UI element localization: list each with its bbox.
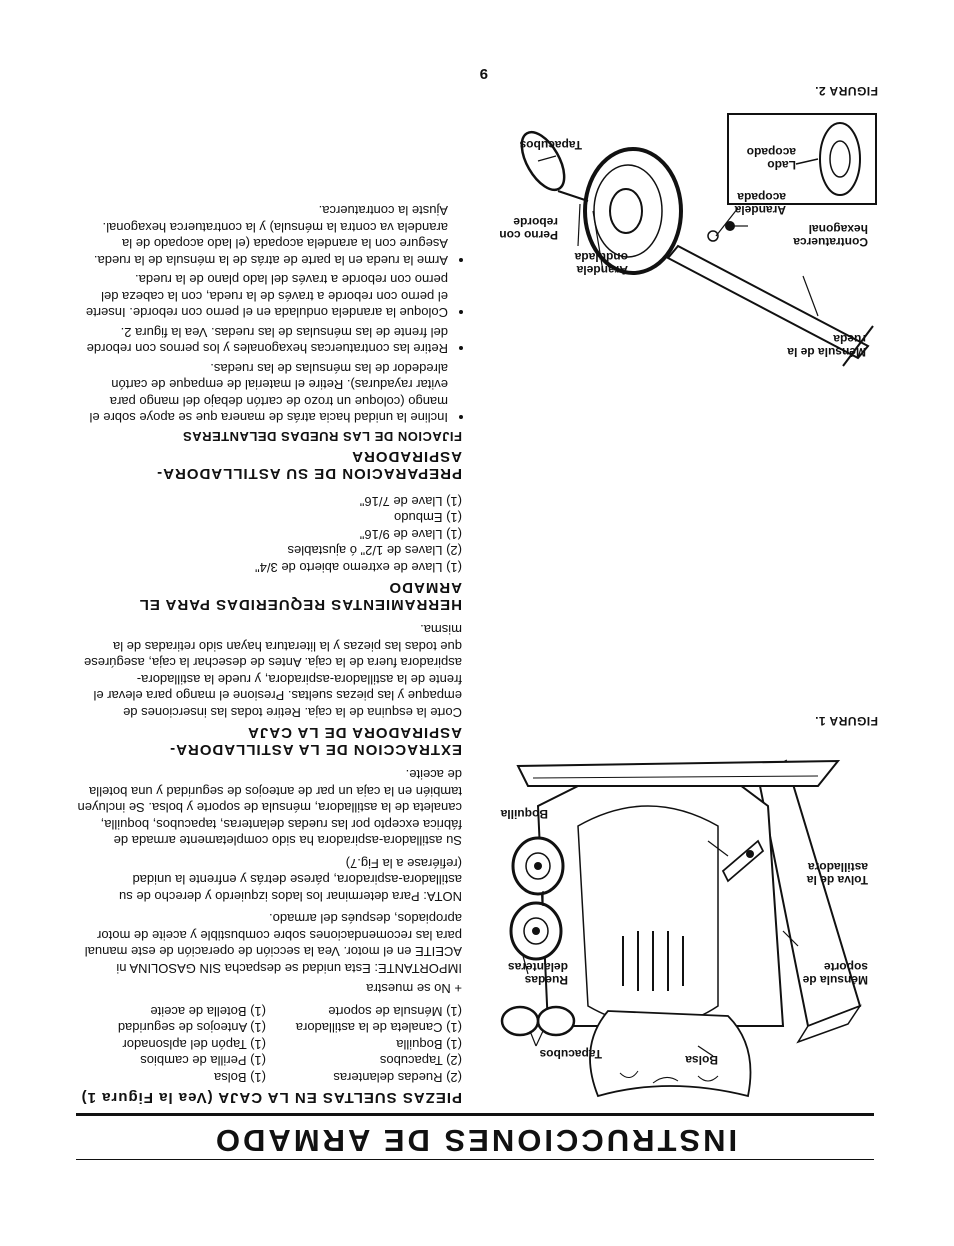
nozzle-label: Boquilla — [500, 807, 548, 821]
flat-side-label — [747, 145, 796, 171]
wheel-bracket-label: Ménsula de la rueda — [787, 332, 866, 359]
wave-washer-label: Arandela ondulada — [574, 250, 628, 277]
list-item: • Retire las contratuercas hexagonales y los pernos con reborde del frente de las ménsulas de las ruedas. Vea la figura 2. — [76, 324, 448, 357]
list-item: (1) Llave de 7/16" — [359, 494, 462, 509]
hubcaps-label: Tapacubos — [539, 1047, 602, 1061]
removal-body: Corte la esquina de la caja. Retire todas las inserciones de empaque y las piezas sueltas. Presione el mango para elevar el frente de la astilladora-aspiradora, y ruede la astilladora-aspiradora fuera de la caja. Antes de desechar la caja, asegúrese que todas las piezas y la literatura hayan sido retiradas de la misma. — [84, 622, 462, 720]
list-item: • Incline la unidad hacia atrás de manera que se apoye sobre el mango (coloque un trozo de cartón debajo del mango para evitar rayaduras). Retire el material de empaque de cartón alrededor de las ménsulas de las ruedas. — [76, 360, 448, 426]
list-item: (1) Ménsula de soporte — [328, 1004, 462, 1019]
page-title: INSTRUCCIONES DE ARMADO — [212, 1123, 738, 1158]
removal-heading: EXTRACCION DE LA ASTILLADORA-ASPIRADORA DE LA CAJA — [169, 724, 462, 758]
loose-parts-body: Su astilladora-aspiradora ha sido completamente armada de fábrica excepto por las ruedas delanteras, tapacubos, boquilla, canaleta de la astilladora, ménsula de soporte y bolsa. Se incluyen también en la caja un par de anteojos de seguridad y una botella de aceite. — [77, 767, 462, 849]
prep-subheading: FIJACION DE LAS RUEDAS DELANTERAS — [182, 429, 462, 445]
list-item: (1) Embudo — [394, 510, 462, 526]
chipper-hopper-label: Tolva de la astilladora — [806, 860, 868, 887]
list-item: (1) Llave de extremo abierto de 3/4" — [255, 560, 462, 575]
important-note: IMPORTANTE: Esta unidad se despacha SIN GASOLINA ni ACEITE en el motor. Vea la sección de operación de este manual para las recomendaciones sobre combustible y aceite de motor apropiados, después del armado. — [84, 911, 462, 976]
title-rule — [76, 1113, 874, 1116]
figure-1-caption: FIGURA 1. — [814, 714, 878, 728]
list-item: (1) Botella de aceite — [150, 1004, 266, 1019]
list-item: (1) Bolsa — [213, 1070, 266, 1085]
cupped-label: acopado — [746, 145, 796, 159]
footnote: + No se muestra — [366, 981, 462, 997]
tools-list — [76, 493, 462, 576]
list-item: (1) Canaleta de la astilladora — [295, 1020, 462, 1036]
list-item: (1) Perilla de cambios — [140, 1053, 266, 1069]
top-rule — [76, 1159, 874, 1160]
list-item: (2) Ruedas delanteras — [333, 1070, 462, 1085]
text-column — [76, 198, 462, 1106]
bag-label: Bolsa — [685, 1053, 718, 1067]
front-wheels-label: Ruedas delanteras — [507, 960, 568, 987]
figure-2 — [480, 76, 878, 376]
side-note: NOTA: Para determinar los lados izquierdo y derecho de su astilladora-aspiradora, párese detrás y enfrente la unidad (refiérase a la Fig.7) — [119, 856, 462, 904]
list-item: (2) Tapacubos — [379, 1053, 462, 1069]
tools-heading: HERRAMIENTAS REQUERIDAS PARA EL ARMADO — [139, 579, 462, 613]
figure-1 — [480, 716, 878, 1106]
list-item: • Coloque la arandela ondulada en el perno con reborde. Inserte el perno con reborde a través de la rueda, con la cabeza del perno con reborde a través del lado plano de la rueda. — [76, 271, 448, 321]
figure-2-caption: FIGURA 2. — [814, 84, 878, 98]
loose-parts-list — [76, 1003, 462, 1086]
loose-parts-heading: PIEZAS SUELTAS EN LA CAJA (Vea la Figura 1) — [80, 1089, 462, 1106]
list-item: (1) Boquilla — [396, 1037, 462, 1052]
support-bracket-label: Ménsula de soporte — [802, 960, 868, 987]
side-label: Lado — [767, 158, 796, 172]
prep-steps — [76, 202, 462, 426]
list-item: (1) Tapón del aplsonador — [122, 1037, 266, 1052]
prep-heading: PREPARACION DE SU ASTILLADORA-ASPIRADORA — [156, 448, 462, 483]
hubcaps-label: Tapacubos — [519, 138, 582, 152]
cupped-washer-label: Arandela acopada — [734, 190, 786, 217]
page-number: 9 — [479, 65, 488, 82]
list-item: (1) Llave de 9/16" — [359, 527, 462, 542]
shoulder-bolt-label: Perno con reborde — [499, 215, 558, 242]
list-item: • Arme la rueda en la parte de atrás de la ménsula de la rueda. Asegure con la arandela acopada (el lado acopado de la arandela va contra la ménsula) y la contratuerca hexagonal. Ajuste la contratuerca. — [76, 202, 448, 268]
list-item: (2) Llaves de 1/2" ó ajustables — [287, 543, 462, 559]
list-item: (1) Anteojos de seguridad — [117, 1020, 266, 1036]
hex-nut-label: Contratuerca hexagonal — [793, 222, 868, 249]
